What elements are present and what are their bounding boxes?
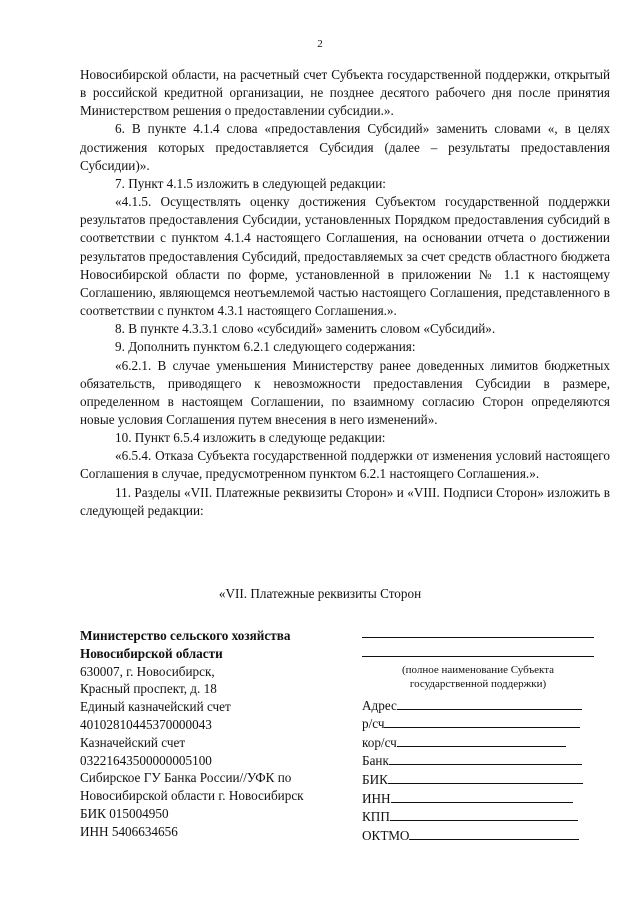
paragraph-item-7: 7. Пункт 4.1.5 изложить в следующей редакции: [115, 175, 386, 191]
field-oktmo-label: ОКТМО [362, 827, 410, 843]
ministry-bik: БИК 015004950 [80, 805, 169, 821]
field-bik-label: БИК [362, 771, 388, 787]
paragraph-clause-4-1-5: «4.1.5. Осуществлять оценку достижения Субъектом государственной поддержки результатов предоставления Субсидии, установленных Порядком предоставления субсидий в соответствии с пунктом 4.1.4 настоящего Соглашения, на основании отчета о достижении результатов предоставления Субсидий, предоставляемых за счет средств областного бюджета Новосибирской области по форме, установленной в приложении № 1.1 к настоящему Соглашению, являющемся неотъемлемой частью настоящего Соглашения, представленного в соответствии с пунктом 4.3.1 настоящего Соглашения.». [80, 194, 610, 319]
ministry-postal-code: 630007, г. Новосибирск, [80, 663, 215, 679]
ministry-name-line-1: Министерство сельского хозяйства [80, 628, 291, 643]
field-ks-label: кор/сч [362, 734, 397, 750]
field-bik [362, 769, 594, 788]
ministry-requisites [80, 627, 350, 841]
field-rs-blank [384, 727, 580, 728]
ministry-inn: ИНН 5406634656 [80, 823, 178, 839]
paragraph-continuation: Новосибирской области, на расчетный счет Субъекта государственной поддержки, открытый в российской кредитной организации, не позднее десятого рабочего дня после принятия Министерством решения о предоставлении субсидии.». [80, 67, 610, 119]
field-oktmo-blank [409, 839, 579, 840]
ministry-treasury-label: Казначейский счет [80, 734, 186, 750]
caption-line-2: государственной поддержки) [409, 678, 547, 690]
field-kpp-blank [390, 820, 578, 821]
ministry-treasury-number: 03221643500000005100 [80, 752, 212, 768]
paragraph-item-9: 9. Дополнить пунктом 6.2.1 следующего содержания: [115, 339, 416, 355]
ministry-street: Красный проспект, д. 18 [80, 681, 217, 697]
field-address-blank [397, 709, 582, 710]
page-number: 2 [317, 38, 323, 50]
field-ks [362, 732, 594, 751]
caption-line-1: (полное наименование Субъекта [401, 664, 555, 676]
field-address-label: Адрес [362, 697, 397, 713]
paragraph-item-6: 6. В пункте 4.1.4 слова «предоставления Субсидий» заменить словами «, в целях достижения которых предоставляется Субсидия (далее – результаты предоставления Субсидии)». [80, 121, 610, 173]
ministry-name-line-2: Новосибирской области [80, 645, 223, 661]
field-inn-label: ИНН [362, 790, 391, 806]
field-bank [362, 751, 594, 770]
field-bank-blank [389, 764, 582, 765]
subject-name-blank-2 [362, 644, 594, 657]
agreement-body-text [80, 66, 610, 520]
field-kpp-label: КПП [362, 809, 390, 825]
subject-name-caption [362, 663, 594, 691]
field-bank-label: Банк [362, 753, 389, 769]
field-bik-blank [388, 783, 583, 784]
ministry-bank-line-1: Сибирское ГУ Банка России//УФК по [80, 770, 292, 786]
ministry-bank-line-2: Новосибирской области г. Новосибирск [80, 788, 304, 804]
paragraph-item-8: 8. В пункте 4.3.3.1 слово «субсидий» заменить словом «Субсидий». [115, 321, 496, 337]
subject-requisites [362, 625, 594, 844]
field-rs [362, 714, 594, 733]
subject-name-blank-1 [362, 625, 594, 638]
section-heading: «VII. Платежные реквизиты Сторон [218, 586, 422, 601]
field-rs-label: р/сч [362, 716, 385, 732]
field-inn [362, 788, 594, 807]
field-ks-blank [397, 746, 566, 747]
paragraph-clause-6-2-1: «6.2.1. В случае уменьшения Министерству ранее доведенных лимитов бюджетных обязательств, приводящего к невозможности предоставления Субсидии в размере, определенном в настоящем Соглашении, по взаимному согласию Сторон определяются новые условия Соглашения путем внесения в него изменений». [80, 357, 610, 427]
paragraph-item-10: 10. Пункт 6.5.4 изложить в следующе редакции: [115, 430, 386, 446]
field-inn-blank [391, 802, 573, 803]
field-address [362, 695, 594, 714]
ministry-treasury-account-label: Единый казначейский счет [80, 699, 231, 715]
paragraph-item-11: 11. Разделы «VII. Платежные реквизиты Сторон» и «VIII. Подписи Сторон» изложить в следующей редакции: [80, 484, 610, 518]
paragraph-clause-6-5-4: «6.5.4. Отказа Субъекта государственной поддержки от изменения условий настоящего Соглашения в случае, предусмотренном пунктом 6.2.1 настоящего Соглашения.». [80, 448, 610, 482]
ministry-treasury-account-number: 40102810445370000043 [80, 716, 212, 732]
field-kpp [362, 807, 594, 826]
field-oktmo [362, 825, 594, 844]
